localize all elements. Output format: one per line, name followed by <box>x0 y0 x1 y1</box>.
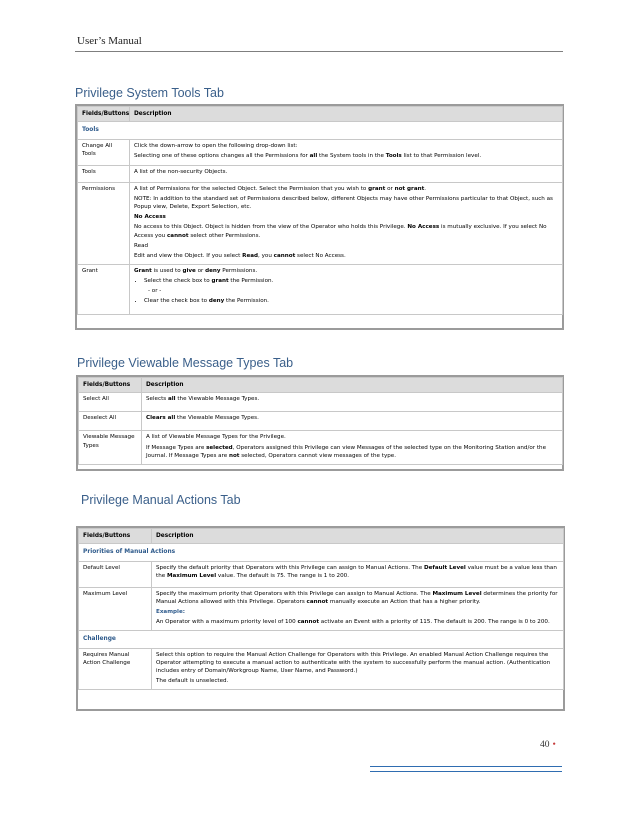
table-row <box>79 393 563 412</box>
table-header-row <box>79 529 564 544</box>
field-name: Grant <box>78 264 130 314</box>
field-description: Click the down-arrow to open the following drop-down list: Selecting one of these options changes all the Permissions for all the System tools in the Tools list to that Permission level. <box>130 139 563 165</box>
column-header-description: Description <box>142 378 563 393</box>
field-name: Maximum Level <box>79 587 152 630</box>
table-row <box>78 264 563 314</box>
field-description: A list of the non-security Objects. <box>130 165 563 182</box>
group-label: Challenge <box>79 631 564 649</box>
field-name: Permissions <box>78 182 130 264</box>
footer-rule <box>370 771 562 772</box>
footer-rule <box>370 766 562 767</box>
table-row <box>78 165 563 182</box>
table-header-row <box>78 107 563 122</box>
table-row <box>79 561 564 587</box>
table-header-row <box>79 378 563 393</box>
section-title-manual-actions: Privilege Manual Actions Tab <box>81 493 241 507</box>
group-label: Priorities of Manual Actions <box>79 544 564 562</box>
column-header-fields: Fields/Buttons <box>78 107 130 122</box>
table-row <box>78 182 563 264</box>
field-description: Selects all the Viewable Message Types. <box>142 393 563 412</box>
list-item: • Clear the check box to deny the Permission. <box>144 297 558 305</box>
column-header-fields: Fields/Buttons <box>79 378 142 393</box>
field-name: Select All <box>79 393 142 412</box>
field-name: Requires Manual Action Challenge <box>79 648 152 689</box>
viewable-message-types-table <box>78 377 563 465</box>
field-description: A list of Permissions for the selected Object. Select the Permission that you wish to grant or not grant. NOTE: In addition to the standard set of Permissions described below, different Objects may have other Permissions particular to that Object, such as Popup view, Delete, Export Selection, etc. No Access No access to this Object. Object is hidden from the view of the Operator who holds this Privilege. No Access is mutually exclusive. If you select No Access you cannot select other Permissions. Read Edit and view the Object. If you select Read, you cannot select No Access. <box>130 182 563 264</box>
field-name: Change All Tools <box>78 139 130 165</box>
table-row <box>79 648 564 689</box>
field-description: Specify the maximum priority that Operators with this Privilege can assign to Manual Actions. The Maximum Level determines the priority for Manual Actions allowed with this Privilege. Operators cannot manually execute an Action that has a higher priority. Example: An Operator with a maximum priority level of 100 cannot activate an Event with a priority of 115. The default is 200. The range is 0 to 200. <box>152 587 564 630</box>
table-row <box>79 587 564 630</box>
page-number: 40 • <box>540 740 556 750</box>
field-description: Select this option to require the Manual Action Challenge for Operators with this Privilege. An enabled Manual Action Challenge requires the Operator attempting to execute a manual action to authenticate with the system to successfully perform the manual action. (Authentication includes entry of Domain/Workgroup Name, User Name, and Password.) The default is unselected. <box>152 648 564 689</box>
field-description: Specify the default priority that Operators with this Privilege can assign to Manual Actions. The Default Level value must be a value less than the Maximum Level value. The default is 75. The range is 1 to 200. <box>152 561 564 587</box>
field-name: Viewable Message Types <box>79 431 142 464</box>
header-divider <box>75 51 563 52</box>
system-tools-table <box>77 106 563 315</box>
section-title-viewable-message-types: Privilege Viewable Message Types Tab <box>77 356 294 370</box>
section-title-system-tools: Privilege System Tools Tab <box>75 86 224 100</box>
column-header-description: Description <box>130 107 563 122</box>
field-description: Grant is used to give or deny Permissions. • Select the check box to grant the Permission. - or - • Clear the check box to deny the Permission. <box>130 264 563 314</box>
bullet-icon: • <box>552 740 556 750</box>
table-row <box>79 431 563 464</box>
manual-actions-table <box>78 528 564 690</box>
table-row <box>78 139 563 165</box>
column-header-fields: Fields/Buttons <box>79 529 152 544</box>
field-name: Default Level <box>79 561 152 587</box>
column-header-description: Description <box>152 529 564 544</box>
list-item: • Select the check box to grant the Permission. <box>144 277 558 285</box>
group-row-priorities <box>79 544 564 562</box>
field-name: Deselect All <box>79 412 142 431</box>
group-row-challenge <box>79 631 564 649</box>
group-label: Tools <box>78 122 563 140</box>
group-row-tools <box>78 122 563 140</box>
field-name: Tools <box>78 165 130 182</box>
field-description: A list of Viewable Message Types for the Privilege. If Message Types are selected, Operators assigned this Privilege can view Messages of the selected type on the Monitoring Station and/or the Journal. If Message Types are not selected, Operators cannot view messages of the type. <box>142 431 563 464</box>
field-description: Clears all the Viewable Message Types. <box>142 412 563 431</box>
running-header: User’s Manual <box>77 35 142 47</box>
table-row <box>79 412 563 431</box>
